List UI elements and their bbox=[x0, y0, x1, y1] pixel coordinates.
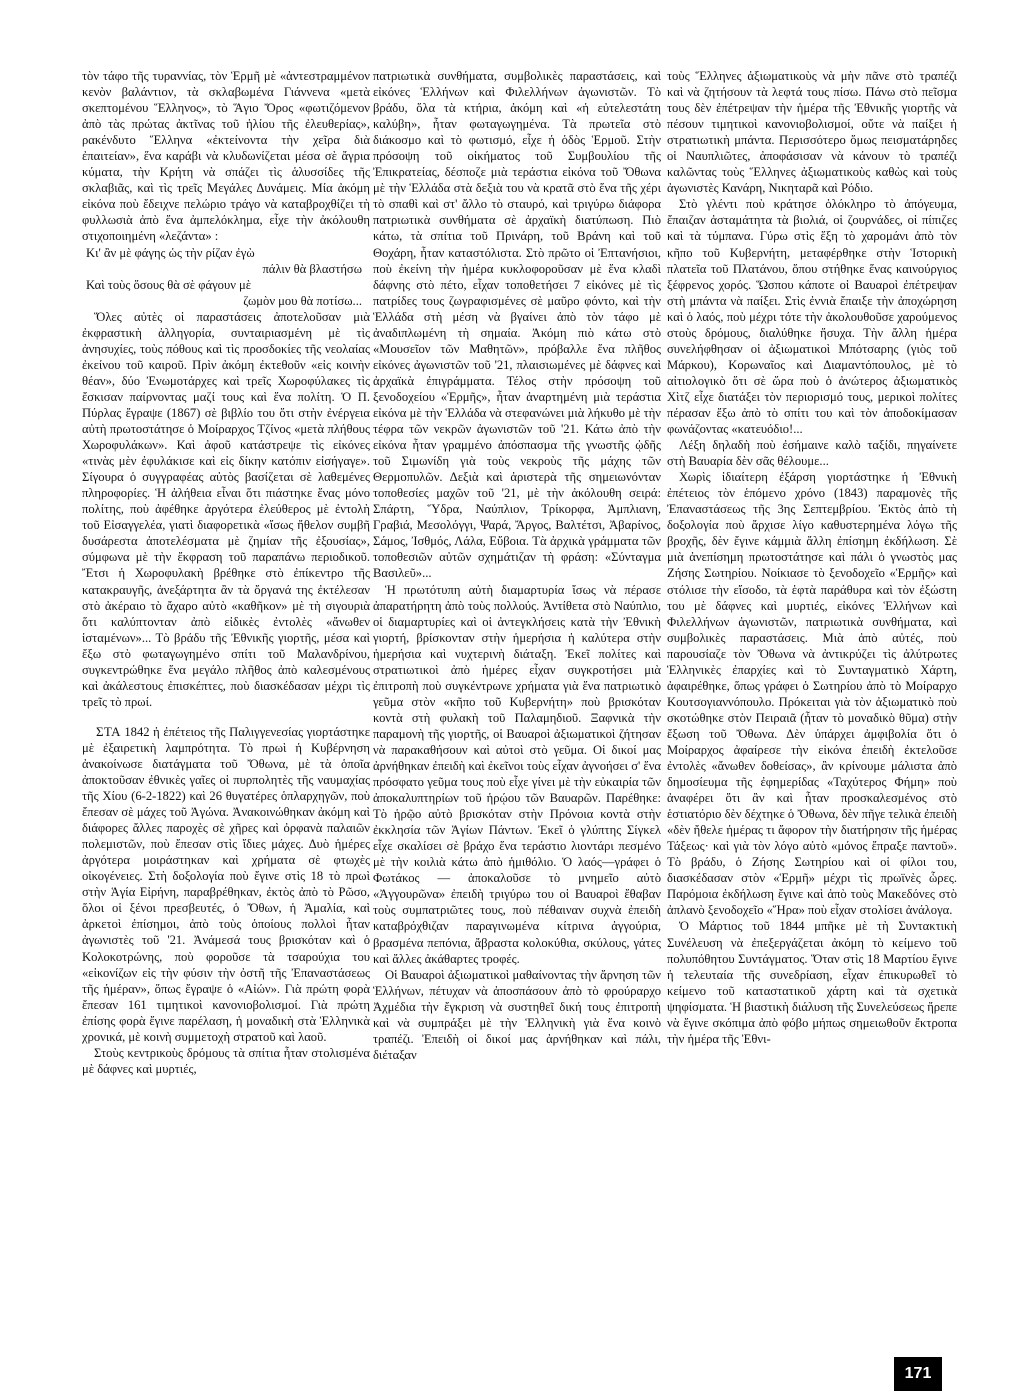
paragraph: Στοὺς κεντρικοὺς δρόμους τὰ σπίτια ἦταν στολισμένα μὲ δάφνες καὶ μυρτιές, bbox=[82, 1045, 370, 1076]
text-column-2 bbox=[373, 68, 661, 1063]
text-column-3 bbox=[667, 68, 957, 1047]
paragraph: Ὁ Μάρτιος τοῦ 1844 μπῆκε μὲ τὴ Συντακτικὴ Συνέλευση νὰ ἐπεξεργάζεται ἀκόμη τὸ κείμενο τοῦ πολυπόθητου Συντάγματος. Ὅταν στὶς 18 Μαρτίου ἔγινε ἡ τελευταία τῆς συνεδρίαση, εἶχαν ἐπικυρωθεῖ τὸ κείμενο τοῦ καταστατικοῦ χάρτη καὶ τὰ σχετικὰ ψηφίσματα. Ἡ βιαστικὴ διάλυση τῆς Συνελεύσεως ἤρεπε νὰ ἔγινε σκόπιμα ἀπὸ φόβο μήπως σημειωθοῦν ἔκτροπα τὴν ἡμέρα τῆς Ἐθνι- bbox=[667, 919, 957, 1046]
text-column-1 bbox=[82, 68, 370, 1077]
paragraph: Λέξη δηλαδὴ ποὺ ἐσήμαινε καλὸ ταξίδι, πηγαίνετε στὴ Βαυαρία δὲν σᾶς θέλουμε... bbox=[667, 438, 957, 469]
paragraph: Χωρὶς ἰδιαίτερη ἐξάρση γιορτάστηκε ἡ Ἐθνικὴ ἐπέτειος τὸν ἑπόμενο χρόνο (1843) παραμονὲς τῆς Ἐπαναστάσεως τῆς 3ης Σεπτεμβρίου. Ἐκτὸς ἀπὸ τὴ δοξολογία ποὺ ἄρχισε λίγο καθυστερημένα λόγω τῆς βροχῆς, δὲν ἔγινε κάμμιὰ ἄλλη ἐπίσημη ἐκδήλωση. Σὲ μιὰ ἀνεπίσημη πρωτοστάτησε καὶ πάλι ὁ γνωστὸς μας Ζήσης Σωτηρίου. Νοίκιασε τὸ ξενοδοχεῖο «Ἑρμῆς» καὶ στόλισε τὴν εἴσοδο, τὰ ἑφτὰ παράθυρα καὶ τὸν ἐξώστη του μὲ δάφνες καὶ μυρτιές, εἰκόνες Ἑλλήνων καὶ Φιλελλήνων ἀγωνιστῶν, πατριωτικὰ συνθήματα, καὶ συμβολικὲς παραστάσεις. Μιὰ ἀπὸ αὐτές, ποὺ παρουσίαζε τὸν Ὄθωνα νὰ ἀντικρύζει τὶς ἀλύτρωτες Ἑλληνικὲς ἐπαρχίες καὶ τὸ Συνταγματικὸ Χάρτη, ἀφαιρέθηκε, ὅπως γράφει ὁ Σωτηρίου ἀπὸ τὸ Μοίραρχο Κουτσογιαννόπουλο. Πρόκειται γιὰ τὸν ἀξιωματικὸ ποὺ σκοτώθηκε στὸν Πειραιᾶ (ἦταν τὸ μοναδικὸ θῦμα) στὴν ἔξωση τοῦ Ὄθωνα. Δὲν ὑπάρχει ἀμφιβολία ὅτι ὁ Μοίραρχος ἀφαίρεσε τὴν εἰκόνα ἐπειδὴ ἐκτελοῦσε ἐντολὲς «ἄνωθεν δοθείσας», ἂν κρίνουμε μάλιστα ἀπὸ δημοσίευμα τῆς ἐφημερίδας «Ταχύτερος Φήμη» ποὺ ἀναφέρει ὅτι ἂν καὶ ἦταν προσκαλεσμένος στὸ ἑστιατόριο δὲν δέχτηκε ὁ Ὄθωνα, δὲν πῆγε τελικὰ ἐπειδὴ «δὲν ἤθελε ἡμέρας τι ἄφορον τὴν διατήρησιν τῆς ἡμέρας Τάξεως· καὶ γιὰ τὸν λόγο αὐτὸ «μόνος ἔπραξε παντοῦ». Τὸ βράδυ, ὁ Ζήσης Σωτηρίου καὶ οἱ φίλοι του, διασκέδασαν στὸν «Ἑρμῆ» μέχρι τὶς πρωϊνὲς ὧρες. Παρόμοια ἐκδήλωση ἔγινε καὶ ἀπὸ τοὺς Μακεδόνες στὸ ἀπλανὸ ξενοδοχεῖο «Ἥρα» ποὺ εἶχαν στολίσει ἀνάλογα. bbox=[667, 470, 958, 918]
section-opening-paragraph bbox=[82, 724, 370, 1045]
paragraph: Στὸ γλέντι ποὺ κράτησε ὁλόκληρο τὸ ἀπόγευμα, ἔπαιζαν ἀσταμάτητα τὰ βιολιά, οἱ ζουρνάδες, οἱ πίπιζες καὶ τὰ τύμπανα. Γύρω στὶς ἕξη τὸ χαρομάνι ἀπὸ τὸν κῆπο τοῦ Κυβερνήτη, μεταφέρθηκε στὴν Ἱστορικὴ πλατεῖα τοῦ Πλατάνου, ὅπου στήθηκε ἕνας καινούργιος ξέφρενος χορός. Ὥσπου κάποτε οἱ Βαυαροὶ ἐπέτρεψαν στὴ μπάντα νὰ παίξει. Στὶς ἐννιὰ ἔπαιξε τὴν ἀποχώρηση καὶ ὁ λαός, ποὺ μέχρι τότε τὴν ἀκολουθοῦσε χαρούμενος στοὺς δρόμους, διαλύθηκε ἥσυχα. Τὴν ἄλλη ἡμέρα συνελήφθησαν οἱ ἀξιωματικοὶ Μπότσαρης (γιὸς τοῦ Μάρκου), Κορωναῖος καὶ Διαμαντόπουλος, μὲ τὸ αἰτιολογικὸ ὅτι σὲ ὥρα ποὺ ὁ ἀνώτερος ἀξιωματικὸς Χὶτζ εἶχε διατάξει τὸν περιορισμό τους, μερικοὶ πολίτες πέρασαν ἔξω ἀπὸ τὸ σπίτι του καὶ τὸν ἀποδοκίμασαν φωνάζοντας «κατευόδιο!... bbox=[667, 197, 957, 437]
verse-line: Κι' ἂν μὲ φάγης ὡς τὴν ρίζαν ἐγὼ bbox=[86, 245, 255, 260]
paragraph: Ἡ πρωτότυπη αὐτὴ διαμαρτυρία ἴσως νὰ πέρασε ἀπαρατήρητη ἀπὸ τοὺς πολλούς. Ἀντίθετα στὸ Ναύπλιο, οἱ διαμαρτυρίες καὶ οἱ ἀντεγκλήσεις κατὰ τὴν Ἐθνικὴ γιορτή, βρίσκονταν στὴν ἡμερήσια ἡ καλύτερα στὴν ἡμερήσια καὶ νυχτερινὴ διάταξη. Ἐκεῖ πολίτες καὶ στρατιωτικοὶ ἀπὸ ἡμέρες εἶχαν συγκροτήσει μιὰ ἐπιτροπὴ ποὺ συγκέντρωνε χρήματα γιὰ ἕνα πατριωτικὸ γεῦμα στὸν «κῆπο τοῦ Κυβερνήτη» ποὺ βρισκόταν κοντὰ στὴ φυλακὴ τοῦ Παλαμηδιοῦ. Ξαφνικὰ τὴν παραμονὴ τῆς γιορτῆς, οἱ Βαυαροὶ ἀξιωματικοὶ ζήτησαν νὰ παρακαθήσουν καὶ αὐτοὶ στὸ γεῦμα. Οἱ δικοί μας ἀρνήθηκαν ἐπειδὴ καὶ ἐκεῖνοι τοὺς εἶχαν ἀγνοήσει σ' ἕνα πρόσφατο γεῦμα τους ποὺ εἶχε γίνει μὲ τὴν εὐκαιρία τῶν ἀποκαλυπτηρίων τοῦ ἡρῴου τῶν Βαυαρῶν. Παρέθηκε: Τὸ ἡρῷο αὐτὸ βρισκόταν στὴν Πρόνοια κοντὰ στὴν ἐκκλησία τῶν Ἁγίων Πάντων. Ἐκεῖ ὁ γλύπτης Σίγκελ εἶχε σκαλίσει σὲ βράχο ἕνα τεράστιο λιοντάρι πεσμένο μὲ τὴν κοιλιὰ κάτω ἀπὸ ἡμιθόλιο. Ὁ λαός—γράφει ὁ Φωτάκος — ἀποκαλοῦσε τὸ μνημεῖο αὐτὸ «Ἀγγουρῶνα» ἐπειδὴ τριγύρω του οἱ Βαυαροὶ ἔθαβαν τοὺς συμπατριῶτες τους, ποὺ πέθαιναν συχνὰ ἐπειδὴ καταβρόχθιζαν παραγινωμένα κίτρινα ἀγγούρια, βρασμένα πεπόνια, ἄβραστα κολοκύθια, σκύλους, γάτες καὶ ἄλλες ἀκάθαρτες τροφές. bbox=[373, 582, 661, 966]
paragraph: πατριωτικὰ συνθήματα, συμβολικὲς παραστάσεις, καὶ εἰκόνες Ἑλλήνων καὶ Φιλελλήνων ἀγωνιστῶν. Τὸ βράδυ, ὅλα τὰ κτήρια, ἀκόμη καὶ «ἡ εὐτελεστάτη καλύβη», ἦταν φωταγωγημένα. Τὰ πρωτεῖα στὸ διάκοσμο καὶ τὸ φωτισμό, εἶχε ἡ ὁδὸς Ἑρμοῦ. Στὴν πρόσοψη τοῦ οἰκήματος τοῦ Συμβουλίου τῆς Ἐπικρατείας, δέσποζε μιὰ τεράστια εἰκόνα τοῦ Ὄθωνα μὲ τὴν Ἑλλάδα στὰ δεξιὰ του νὰ κρατᾶ στὸ ἕνα τῆς χέρι τὸ σπαθὶ καὶ στ' ἄλλο τὸ σταυρό, καὶ τριγύρω διάφορα πατριωτικὰ συνθήματα σὲ ἀρχαϊκὴ διατύπωση. Πιὸ κάτω, τὰ σπίτια τοῦ Πρινάρη, τοῦ Βράνη καὶ τοῦ Θοχάρη, ἦταν καταστόλιστα. Στὸ πρῶτο οἱ Ἐπτανήσιοι, ποὺ ἐκείνη τὴν ἡμέρα κυκλοφοροῦσαν μὲ ἕνα κλαδὶ δάφνης στὸ πέτο, εἶχαν τοποθετήσει 7 εἰκόνες μὲ τὶς πατρίδες τους ζωγραφισμένες σὲ μαῦρο φόντο, καὶ τὴν Ἑλλάδα στὴ μέση νὰ βγαίνει ἀπὸ τὸν τάφο μὲ ἀναδιπλωμένη τὴ σημαία. Ἀκόμη πιὸ κάτω στὸ «Μουσεῖον τῶν Μαθητῶν», πρόβαλλε ἕνα πλῆθος εἰκόνες ἀγωνιστῶν τοῦ '21, πλαισιωμένες μὲ δάφνες καὶ ἀρχαϊκὰ ἐπιγράμματα. Τέλος στὴν πρόσοψη τοῦ ξενοδοχείου «Ἑρμῆς», ἦταν ἀναρτημένη μιὰ τεράστια εἰκόνα μὲ τὴν Ἑλλάδα νὰ στεφανώνει μιὰ λήκυθο μὲ τὴν τέφρα τῶν νεκρῶν ἀγωνιστῶν τοῦ '21. Κάτω ἀπὸ τὴν εἰκόνα ἦταν γραμμένο ἀπόσπασμα τῆς γνωστῆς ᾠδῆς τοῦ Σιμωνίδη γιὰ τοὺς νεκροὺς τῆς μάχης τῶν Θερμοπυλῶν. Δεξιὰ καὶ ἀριστερὰ τῆς σημειωνόνταν τοποθεσίες μαχῶν τοῦ '21, μὲ τὴν ἀκόλουθη σειρά: Σπάρτη, Ὕδρα, Ναύπλιον, Τρίκορφα, Ἀμπλιανη, Γραβιά, Μεσολόγγι, Ψαρά, Ἄργος, Βαλτέτσι, Ἀβαρίνος, Σάμος, Ἰσθμός, Λάλα, Εὔβοια. Τὰ ἀρχικὰ γράμματα τῶν τοποθεσιῶν αὐτῶν σχημάτιζαν τὴ φράση: «Σύνταγμα Βασιλεῦ»... bbox=[373, 69, 661, 581]
verse-line: πάλιν θὰ βλαστήσω bbox=[262, 261, 362, 276]
verse-line: Καὶ τοὺς ὅσους θὰ σὲ φάγουν μὲ bbox=[86, 277, 252, 292]
verse-line: ζωμὸν μου θὰ ποτίσω... bbox=[243, 293, 362, 308]
section-capitals: ΣΤΑ bbox=[96, 723, 121, 739]
paragraph: τὸν τάφο τῆς τυραννίας, τὸν Ἑρμῆ μὲ «ἀντεστραμμένον κενὸν βαλάντιον, τὰ σκλαβωμένα Γιάννενα «μετὰ σκεπτομένου Ἕλληνος», τὸ Ἅγιο Ὄρος «φωτιζόμενον ἀπὸ τὰς πρώτας ἀκτῖνας τοῦ ἡλίου τῆς ἐλευθερίας», ρακένδυτο Ἕλληνα «ἐκτείνοντα τὴν χεῖρα διὰ ἐπαιτείαν», ἕνα καράβι νὰ κλυδωνίζεται μέσα σὲ ἄγρια κύματα, τὴν Κρήτη νὰ σπάζει τὶς ἁλυσσίδες τῆς σκλαβιᾶς, καὶ τὶς τρεῖς Μεγάλες Δυνάμεις. Μία ἀκόμη εἰκόνα ποὺ ἔδειχνε πελώριο τράγο νὰ καταβροχθίζει τὴ φυλλωσιὰ ἀπὸ ἕνα ἀμπελόκλημα, εἶχε τὴν ἀκόλουθη στιχοποιημένη «λεζάντα» : bbox=[82, 69, 370, 244]
paragraph: τοὺς Ἕλληνες ἀξιωματικοὺς νὰ μὴν πᾶνε στὸ τραπέζι καὶ νὰ ζητήσουν τὰ λεφτά τους πίσω. Πάνω στὸ πεῖσμα τους δὲν ἐπέτρεψαν τὴν ἡμέρα τῆς Ἐθνικῆς γιορτῆς νὰ πέσουν τιμητικοὶ κανονιοβολισμοί, οὔτε νὰ παίξει ἡ στρατιωτικὴ μπάντα. Περισσότερο ὅμως πεισματάρηδες οἱ Ναυπλιῶτες, ἀποφάσισαν νὰ κάνουν τὸ τραπέζι καλῶντας τοὺς Ἕλληνες ἀξιωματικοὺς καθὼς καὶ τοὺς ἀγωνιστὲς Κανάρη, Νικηταρᾶ καὶ Ρόδιο. bbox=[667, 69, 957, 196]
paragraph: Ὅλες αὐτὲς οἱ παραστάσεις ἀποτελοῦσαν μιὰ ἐκφραστικὴ ἀλληγορία, συνταιριασμένη μὲ τὶς ἀνησυχίες, τοὺς πόθους καὶ τὶς προσδοκίες τῆς νεολαίας ἐκείνου τοῦ καιροῦ. Πρὶν ἀκόμη ἐκτεθοῦν «εἰς κοινὴν θέαν», δύο Ἐνωμοτάρχες καὶ τρεῖς Χωροφύλακες τὶς ἔσκισαν παίρνοντας μαζί τους καὶ ἕνα πολίτη. Ὁ Π. Πύρλας ἔγραψε (1867) σὲ βιβλίο του ὅτι στὴν ἐνέργεια αὐτὴ πρωτοστάτησε ὁ Μοίραρχος Τζίνος «μετὰ πλήθους Χωροφυλάκων». Καὶ ἀφοῦ κατάστρεψε τὶς εἰκόνες «τινὰς μὲν ἐφυλάκισε καὶ εἰς δίκην κατόπιν εἰσήγαγε». Σίγουρα ὁ συγγραφέας αὐτὸς βασίζεται σὲ λαθεμένες πληροφορίες. Ἡ ἀλήθεια εἶναι ὅτι πιάστηκε ἕνας μόνο πολίτης, ποὺ ἀφέθηκε ἀργότερα ἐλεύθερος μὲ ἐντολὴ τοῦ Εἰσαγγελέα, γιατὶ διαφορετικὰ «ἴσως ἤθελον συμβῆ δυσάρεστα ἀποτελέσματα μὲ ζημίαν τῆς ἐξουσίας», σύμφωνα μὲ τὴν ἔκφραση τοῦ παραπάνω περιοδικοῦ. Ἔτσι ἡ Χωροφυλακὴ βρέθηκε στὸ ἐπίκεντρο τῆς κατακραυγῆς, ἀνεξάρτητα ἂν τὰ ὄργανά της ἐκτέλεσαν στὸ ἀκέραιο τὸ ἄχαρο αὐτὸ «καθῆκον» μὲ τὴ σιγουριὰ ὅτι καλύπτονταν ἀπὸ εἰδικὲς ἐντολὲς «ἄνωθεν ἱσταμένων»... Τὸ βράδυ τῆς Ἐθνικῆς γιορτῆς, μέσα καὶ ἔξω στὸ φωταγωγημένο σπίτι τοῦ Μαλανδρίνου, συγκεντρώθηκε ἕνα μεγάλο πλῆθος ἀπὸ καλεσμένους καὶ ἀκάλεστους ἐπισκέπτες, ποὺ διασκέδασαν μέχρι τὶς τρεῖς τὸ πρωί. bbox=[82, 309, 370, 709]
page-number: 171 bbox=[894, 1357, 942, 1391]
section-text: 1842 ἡ ἐπέτειος τῆς Παλιγγενεσίας γιορτάστηκε μὲ ἐξαιρετικὴ λαμπρότητα. Τὸ πρωὶ ἡ Κυβέρνηση ἀνακοίνωσε διατάγματα τοῦ Ὄθωνα, μὲ τὰ ὁποῖα ἀποκτοῦσαν ἐθνικὲς γαῖες οἱ πυρπολητὲς τῆς ναυμαχίας τῆς Χίου (6-2-1822) καὶ 26 θυγατέρες ὁπλαρχηγῶν, ποὺ ἔπεσαν σὲ μάχες τοῦ Ἀγώνα. Ἀνακοινώθηκαν ἀκόμη καὶ διάφορες ἄλλες παροχὲς σὲ χῆρες καὶ ὀρφανὰ παλαιῶν πολεμιστῶν, ποὺ ἔπεσαν στὶς ἴδιες μάχες. Δυὸ ἡμέρες ἀργότερα μοιράστηκαν καὶ χρήματα σὲ φτωχὲς οἰκογένειες. Στὴ δοξολογία ποὺ ἔγινε στὶς 18 τὸ πρωὶ στὴν Ἁγία Εἰρήνη, παραβρέθηκαν, ἐκτὸς ἀπὸ τὸ Ρῶσο, ὅλοι οἱ ξένοι πρεσβευτές, ὁ Ὄθων, ἡ Ἀμαλία, καὶ ἀρκετοὶ ἐπίσημοι, ἀπὸ τοὺς ὁποίους πολλοὶ ἦταν ἀγωνιστὲς τοῦ '21. Ἀνάμεσά τους βρισκόταν καὶ ὁ Κολοκοτρώνης, ποὺ φοροῦσε τὰ τσαρούχια του «εἰκονίζων εἰς τὴν φύσιν τὴν ὀστῆ τῆς Ἐπαναστάσεως τῆς ἡμέραν», ὅπως ἔγραψε ὁ «Αἰών». Γιὰ πρώτη φορὰ ἔπεσαν 161 τιμητικοὶ κανονιοβολισμοί. Γιὰ πρώτη ἐπίσης φορὰ ἔγινε παρέλαση, ἡ μοναδικὴ στὰ Ἑλληνικὰ χρονικά, μὲ κοινὴ συμμετοχὴ στρατοῦ καὶ λαοῦ. bbox=[82, 724, 370, 1044]
paragraph: Οἱ Βαυαροὶ ἀξιωματικοὶ μαθαίνοντας τὴν ἄρνηση τῶν Ἑλλήνων, πέτυχαν νὰ ἀποσπάσουν ἀπὸ τὸ φρούραρχο Ἀχμέδια τὴν ἔγκριση νὰ συστηθεῖ δική τους ἐπιτροπὴ καὶ νὰ συμπράξει μὲ τὴν Ἑλληνικὴ γιὰ ἕνα κοινὸ τραπέζι. Ἐπειδὴ οἱ δικοί μας ἀρνήθηκαν καὶ πάλι, διέταξαν bbox=[373, 967, 661, 1062]
